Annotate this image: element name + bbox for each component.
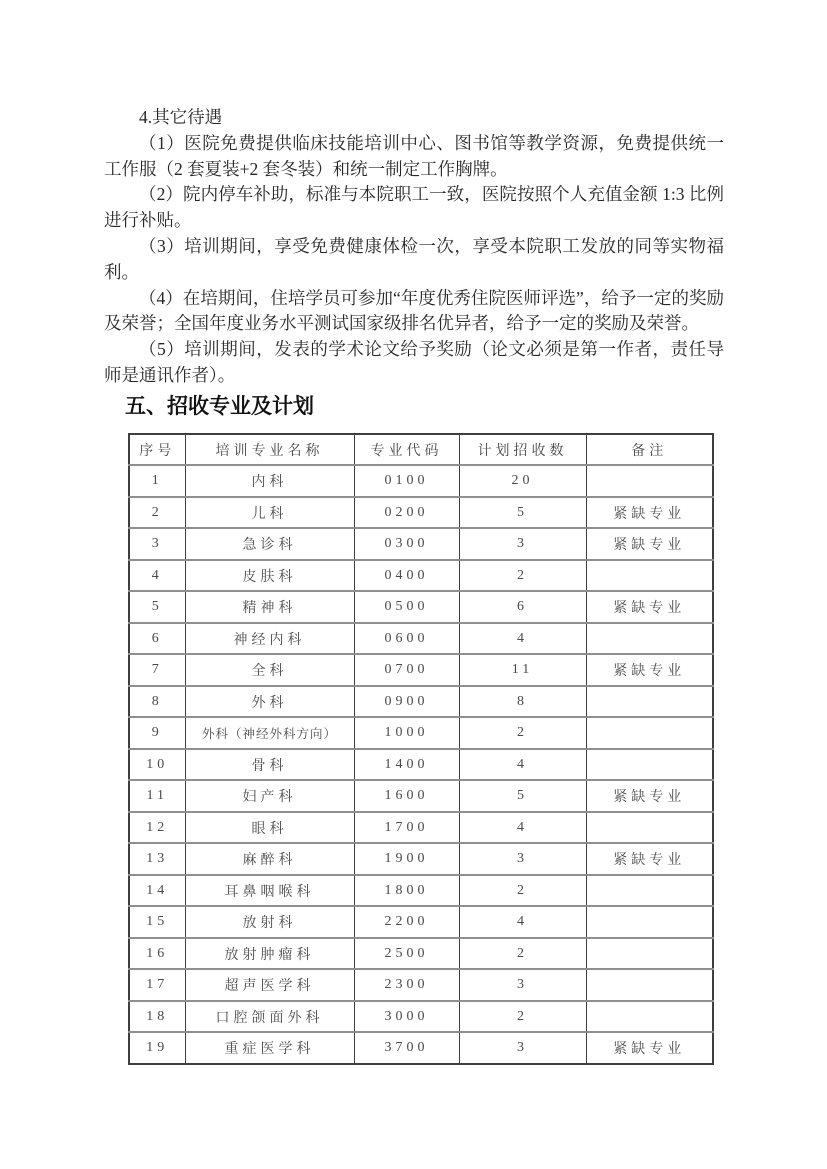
specialty-name-cell: 儿科 xyxy=(185,497,354,529)
row-number-cell: 5 xyxy=(129,591,185,623)
specialty-code-cell: 2500 xyxy=(354,938,459,970)
header-specialty-code: 专业代码 xyxy=(354,434,459,466)
specialty-code-cell: 0100 xyxy=(354,465,459,497)
planned-count-cell: 4 xyxy=(459,623,586,655)
section5-heading: 五、招收专业及计划 xyxy=(125,394,314,418)
note-cell xyxy=(586,875,713,907)
planned-count-cell: 5 xyxy=(459,780,586,812)
specialty-code-cell: 0400 xyxy=(354,560,459,592)
table-row xyxy=(129,654,713,686)
row-number-cell: 4 xyxy=(129,560,185,592)
planned-count-cell: 2 xyxy=(459,560,586,592)
note-cell: 紧缺专业 xyxy=(586,780,713,812)
specialty-name-cell: 放射肿瘤科 xyxy=(185,938,354,970)
note-cell xyxy=(586,749,713,781)
table-row xyxy=(129,717,713,749)
header-planned-count: 计划招收数 xyxy=(459,434,586,466)
table-row xyxy=(129,843,713,875)
header-note: 备注 xyxy=(586,434,713,466)
note-cell xyxy=(586,560,713,592)
section4-item-2: （2）院内停车补助，标准与本院职工一致，医院按照个人充值金额 1:3 比例进行补贴。 xyxy=(104,184,724,231)
specialty-name-cell: 眼科 xyxy=(185,812,354,844)
specialty-code-cell: 0900 xyxy=(354,686,459,718)
planned-count-cell: 3 xyxy=(459,843,586,875)
specialty-name-cell: 外科（神经外科方向） xyxy=(185,717,354,749)
specialty-code-cell: 3700 xyxy=(354,1032,459,1064)
specialty-name-cell: 皮肤科 xyxy=(185,560,354,592)
table-row xyxy=(129,465,713,497)
note-cell: 紧缺专业 xyxy=(586,1032,713,1064)
note-cell xyxy=(586,465,713,497)
specialty-name-cell: 重症医学科 xyxy=(185,1032,354,1064)
specialty-code-cell: 2300 xyxy=(354,969,459,1001)
specialty-name-cell: 耳鼻咽喉科 xyxy=(185,875,354,907)
row-number-cell: 1 xyxy=(129,465,185,497)
row-number-cell: 15 xyxy=(129,906,185,938)
row-number-cell: 19 xyxy=(129,1032,185,1064)
row-number-cell: 13 xyxy=(129,843,185,875)
row-number-cell: 8 xyxy=(129,686,185,718)
planned-count-cell: 3 xyxy=(459,528,586,560)
section4-item-4: （4）在培期间，住培学员可参加“年度优秀住院医师评选”，给予一定的奖励及荣誉；全国年度业务水平测试国家级排名优异者，给予一定的奖励及荣誉。 xyxy=(104,287,724,334)
specialty-code-cell: 1600 xyxy=(354,780,459,812)
table-row xyxy=(129,749,713,781)
note-cell xyxy=(586,717,713,749)
planned-count-cell: 4 xyxy=(459,906,586,938)
table-row xyxy=(129,623,713,655)
specialty-name-cell: 急诊科 xyxy=(185,528,354,560)
section4-item-3: （3）培训期间，享受免费健康体检一次，享受本院职工发放的同等实物福利。 xyxy=(104,235,724,282)
specialty-name-cell: 内科 xyxy=(185,465,354,497)
row-number-cell: 6 xyxy=(129,623,185,655)
planned-count-cell: 2 xyxy=(459,875,586,907)
specialty-table-body xyxy=(129,465,713,1064)
row-number-cell: 11 xyxy=(129,780,185,812)
note-cell: 紧缺专业 xyxy=(586,497,713,529)
planned-count-cell: 4 xyxy=(459,812,586,844)
note-cell: 紧缺专业 xyxy=(586,591,713,623)
row-number-cell: 9 xyxy=(129,717,185,749)
planned-count-cell: 4 xyxy=(459,749,586,781)
table-row xyxy=(129,938,713,970)
note-cell xyxy=(586,686,713,718)
specialty-name-cell: 神经内科 xyxy=(185,623,354,655)
planned-count-cell: 5 xyxy=(459,497,586,529)
row-number-cell: 2 xyxy=(129,497,185,529)
note-cell xyxy=(586,938,713,970)
specialty-name-cell: 外科 xyxy=(185,686,354,718)
row-number-cell: 10 xyxy=(129,749,185,781)
planned-count-cell: 2 xyxy=(459,717,586,749)
specialty-code-cell: 0500 xyxy=(354,591,459,623)
document-content xyxy=(104,105,724,1065)
specialty-code-cell: 1000 xyxy=(354,717,459,749)
section4-heading: 4.其它待遇 xyxy=(139,107,223,127)
specialty-plan-table xyxy=(128,433,714,1065)
header-specialty-name: 培训专业名称 xyxy=(185,434,354,466)
specialty-name-cell: 全科 xyxy=(185,654,354,686)
note-cell xyxy=(586,969,713,1001)
planned-count-cell: 3 xyxy=(459,969,586,1001)
table-row xyxy=(129,780,713,812)
table-row xyxy=(129,497,713,529)
planned-count-cell: 20 xyxy=(459,465,586,497)
table-row xyxy=(129,906,713,938)
planned-count-cell: 2 xyxy=(459,1001,586,1033)
planned-count-cell: 11 xyxy=(459,654,586,686)
note-cell: 紧缺专业 xyxy=(586,843,713,875)
table-row xyxy=(129,969,713,1001)
table-row xyxy=(129,591,713,623)
section4-item-5: （5）培训期间，发表的学术论文给予奖励（论文必须是第一作者，责任导师是通讯作者）。 xyxy=(104,339,724,385)
specialty-name-cell: 妇产科 xyxy=(185,780,354,812)
specialty-name-cell: 骨科 xyxy=(185,749,354,781)
note-cell: 紧缺专业 xyxy=(586,654,713,686)
specialty-name-cell: 放射科 xyxy=(185,906,354,938)
specialty-code-cell: 3000 xyxy=(354,1001,459,1033)
note-cell xyxy=(586,812,713,844)
specialty-name-cell: 超声医学科 xyxy=(185,969,354,1001)
row-number-cell: 14 xyxy=(129,875,185,907)
note-cell: 紧缺专业 xyxy=(586,528,713,560)
specialty-name-cell: 麻醉科 xyxy=(185,843,354,875)
row-number-cell: 12 xyxy=(129,812,185,844)
table-row xyxy=(129,1032,713,1064)
header-row-number: 序号 xyxy=(129,434,185,466)
table-row xyxy=(129,812,713,844)
row-number-cell: 17 xyxy=(129,969,185,1001)
row-number-cell: 3 xyxy=(129,528,185,560)
note-cell xyxy=(586,906,713,938)
note-cell xyxy=(586,623,713,655)
specialty-code-cell: 0700 xyxy=(354,654,459,686)
specialty-code-cell: 0300 xyxy=(354,528,459,560)
specialty-code-cell: 0200 xyxy=(354,497,459,529)
specialty-name-cell: 精神科 xyxy=(185,591,354,623)
row-number-cell: 16 xyxy=(129,938,185,970)
section4-item-1: （1）医院免费提供临床技能培训中心、图书馆等教学资源，免费提供统一工作服（2 套夏装+2 套冬装）和统一制定工作胸牌。 xyxy=(104,132,724,179)
specialty-code-cell: 1700 xyxy=(354,812,459,844)
specialty-code-cell: 0600 xyxy=(354,623,459,655)
row-number-cell: 18 xyxy=(129,1001,185,1033)
note-cell xyxy=(586,1001,713,1033)
row-number-cell: 7 xyxy=(129,654,185,686)
planned-count-cell: 8 xyxy=(459,686,586,718)
specialty-code-cell: 1800 xyxy=(354,875,459,907)
planned-count-cell: 2 xyxy=(459,938,586,970)
specialty-code-cell: 1900 xyxy=(354,843,459,875)
table-row xyxy=(129,528,713,560)
table-row xyxy=(129,560,713,592)
specialty-name-cell: 口腔颌面外科 xyxy=(185,1001,354,1033)
table-row xyxy=(129,686,713,718)
table-header-row xyxy=(129,434,713,466)
planned-count-cell: 3 xyxy=(459,1032,586,1064)
table-row xyxy=(129,1001,713,1033)
specialty-code-cell: 2200 xyxy=(354,906,459,938)
planned-count-cell: 6 xyxy=(459,591,586,623)
specialty-code-cell: 1400 xyxy=(354,749,459,781)
table-row xyxy=(129,875,713,907)
